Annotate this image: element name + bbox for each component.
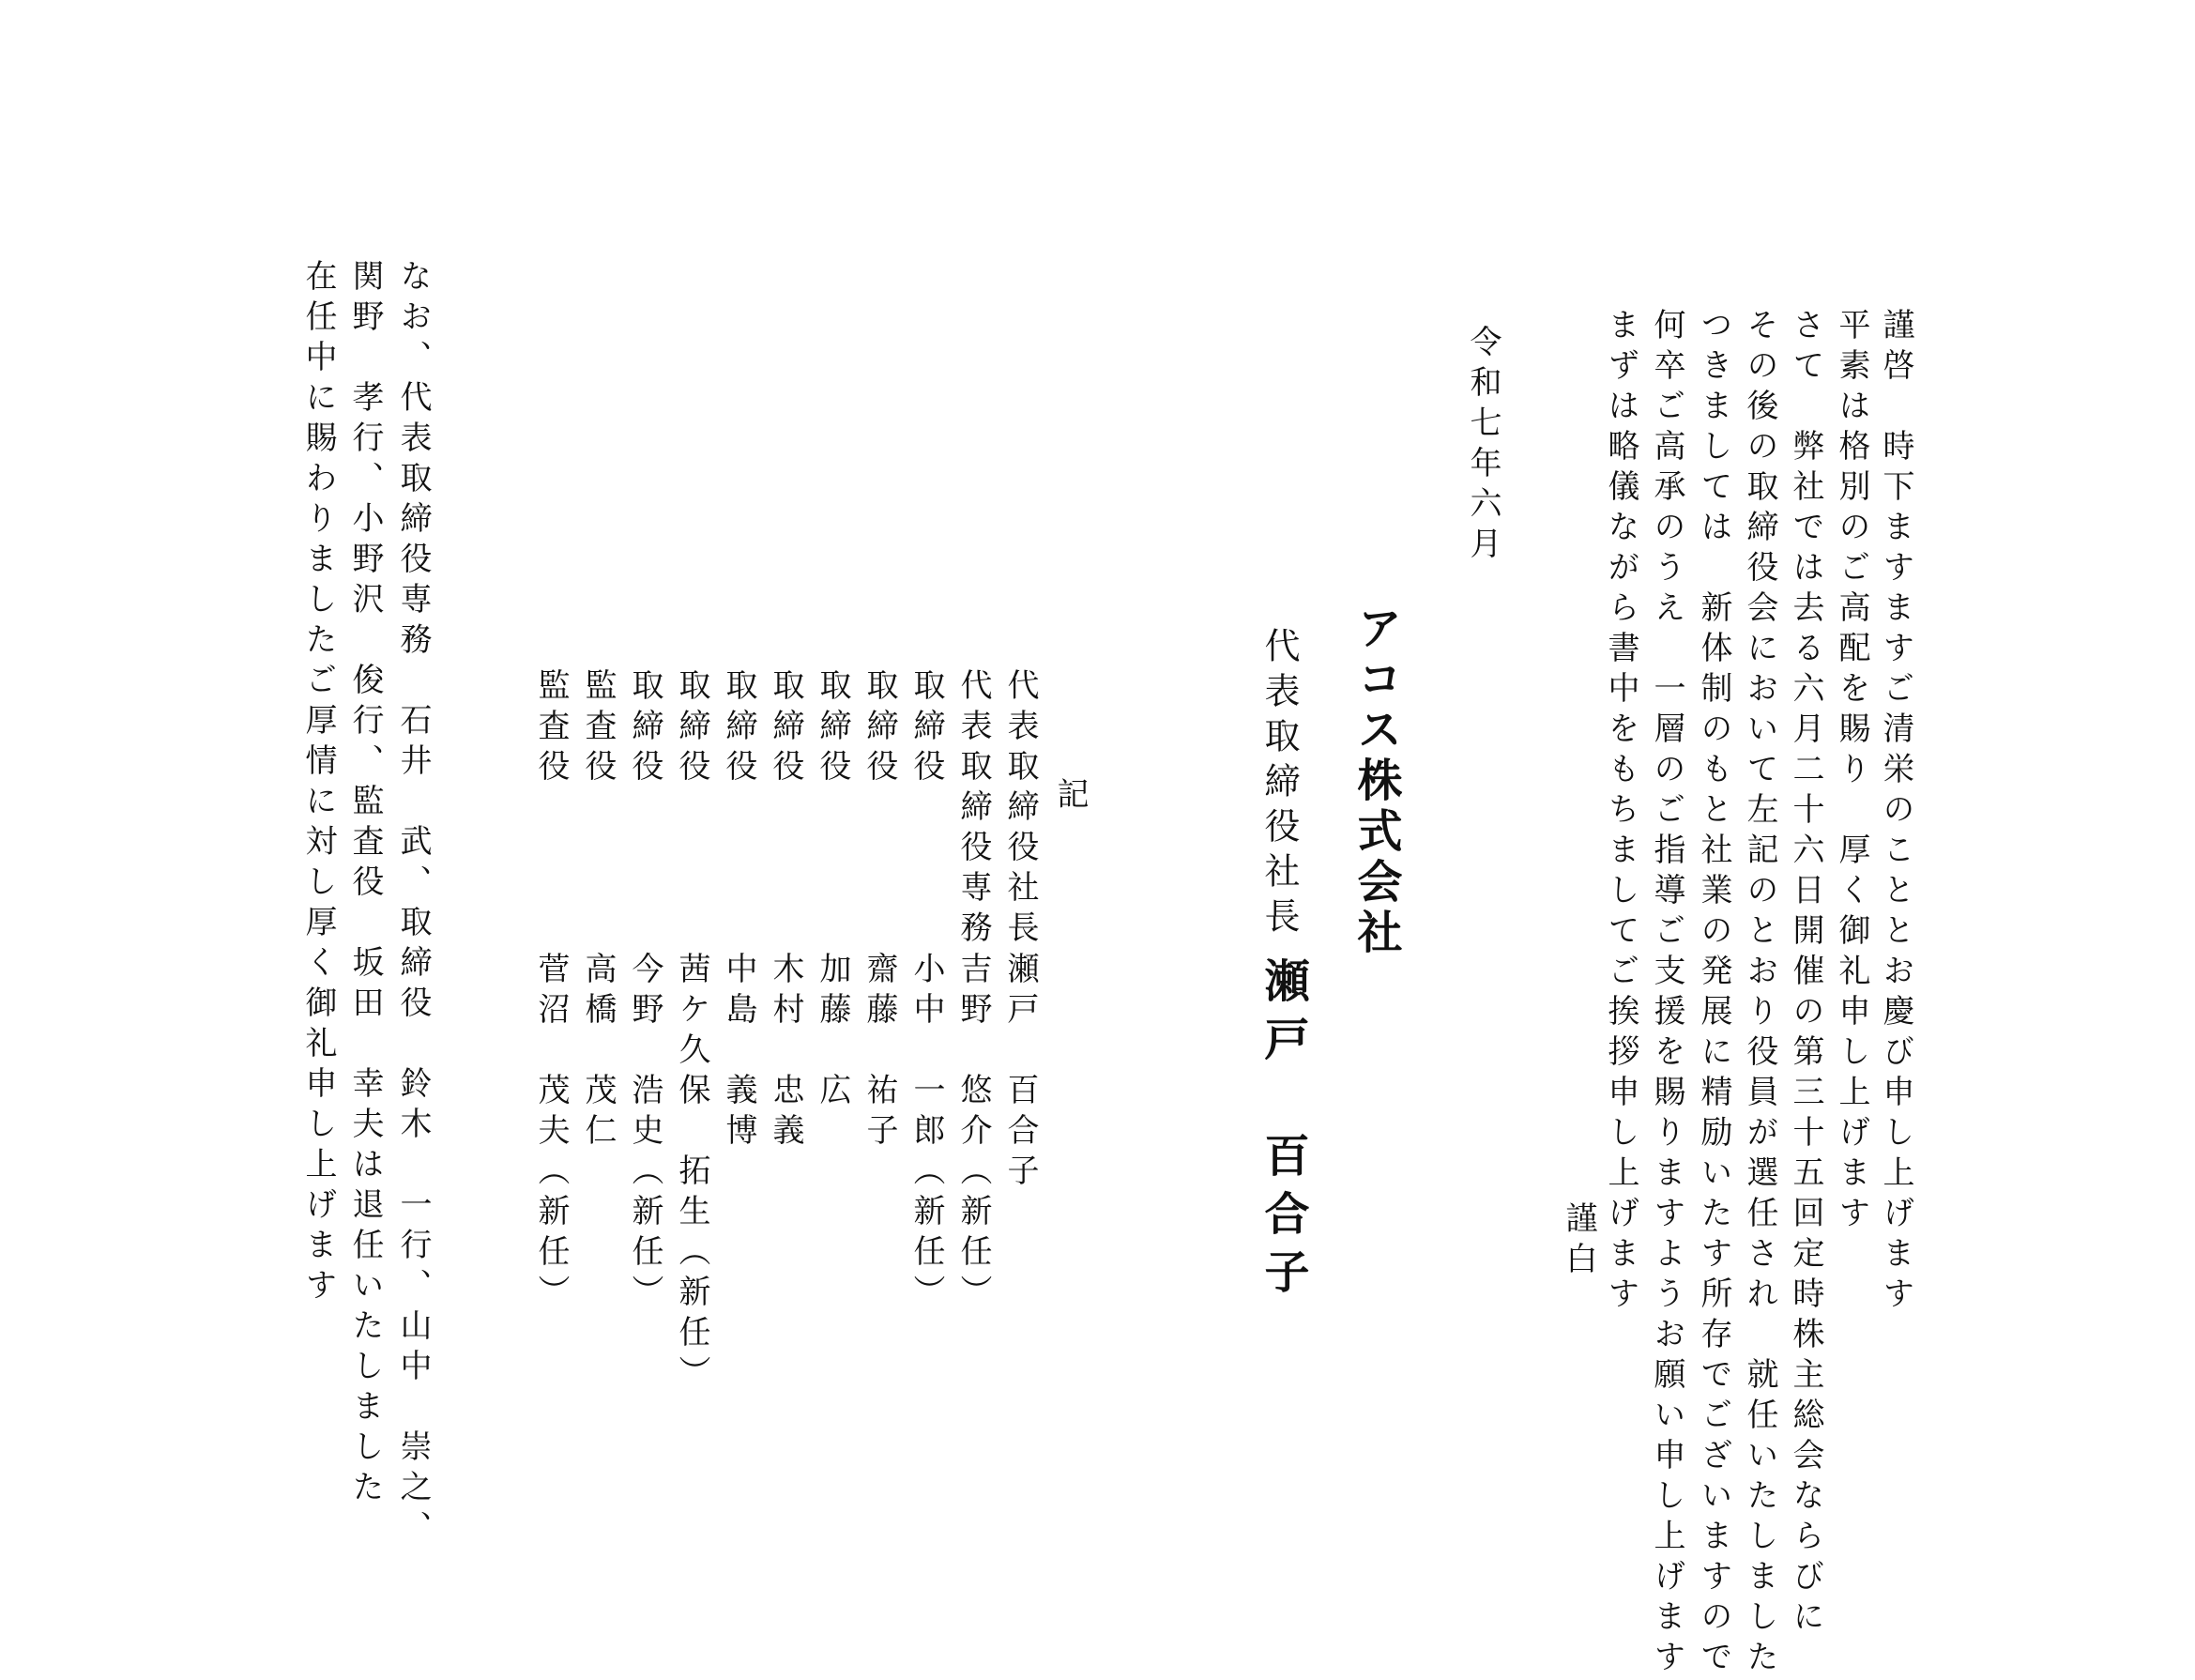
greeting-line-1: 謹啓 時下ますますご清栄のこととお慶び申し上げます xyxy=(1877,308,1914,1317)
officer-title-5: 取締役 xyxy=(814,668,851,789)
postscript-line-1: なお、代表取締役専務 石井 武、取締役 鈴木 一行、山中 崇之、 xyxy=(394,259,432,1550)
officer-name-5: 加藤 広 xyxy=(814,952,851,1113)
officer-title-1: 代表取締役社長 xyxy=(1001,668,1039,951)
officer-title-4: 取締役 xyxy=(861,668,898,789)
record-label: 記 xyxy=(1051,777,1089,817)
officer-name-6: 木村 忠義 xyxy=(767,952,804,1153)
officer-name-4: 齋藤 祐子 xyxy=(861,952,898,1153)
officer-name-11: 菅沼 茂夫（新任） xyxy=(532,952,570,1315)
officer-name-8: 茜ケ久保 拓生（新任） xyxy=(673,952,710,1396)
company-name: アコス株式会社 xyxy=(1349,604,1402,959)
officer-title-2: 代表取締役専務 xyxy=(954,668,992,951)
greeting-line-2: 平素は格別のご高配を賜り 厚く御礼申し上げます xyxy=(1833,308,1870,1236)
officer-title-7: 取締役 xyxy=(720,668,757,789)
date: 令和七年六月 xyxy=(1464,325,1501,567)
officer-name-7: 中島 義博 xyxy=(720,952,757,1153)
officer-name-2: 吉野 悠介（新任） xyxy=(954,952,992,1315)
greeting-line-4: その後の取締役会において左記のとおり役員が選任され 就任いたしました xyxy=(1741,308,1778,1680)
greeting-line-5: つきましては 新体制のもと社業の発展に精励いたす所存でございますので xyxy=(1695,308,1732,1680)
officer-title-3: 取締役 xyxy=(907,668,945,789)
officer-title-9: 取締役 xyxy=(626,668,663,789)
officer-title-11: 監査役 xyxy=(532,668,570,789)
greeting-line-3: さて 弊社では去る六月二十六日開催の第三十五回定時株主総会ならびに xyxy=(1787,308,1824,1640)
officer-name-10: 高橋 茂仁 xyxy=(579,952,617,1153)
greeting-line-6: 何卒ご高承のうえ 一層のご指導ご支援を賜りますようお願い申し上げます xyxy=(1648,308,1685,1680)
officer-title-8: 取締役 xyxy=(673,668,710,789)
greeting-line-7: まずは略儀ながら書中をもちましてご挨拶申し上げます xyxy=(1602,308,1639,1317)
postscript-line-2: 関野 孝行、小野沢 俊行、監査役 坂田 幸夫は退任いたしました xyxy=(346,259,384,1510)
president-title: 代表取締役社長 xyxy=(1258,627,1300,942)
officer-name-9: 今野 浩史（新任） xyxy=(626,952,663,1315)
officer-title-6: 取締役 xyxy=(767,668,804,789)
postscript-line-3: 在任中に賜わりましたご厚情に対し厚く御礼申し上げます xyxy=(299,259,337,1308)
officer-name-1: 瀬戸 百合子 xyxy=(1001,952,1039,1194)
closing-word: 謹白 xyxy=(1560,1201,1597,1282)
officer-name-3: 小中 一郎（新任） xyxy=(907,952,945,1315)
president-name: 瀬戸 百合子 xyxy=(1257,957,1309,1306)
officer-title-10: 監査役 xyxy=(579,668,617,789)
